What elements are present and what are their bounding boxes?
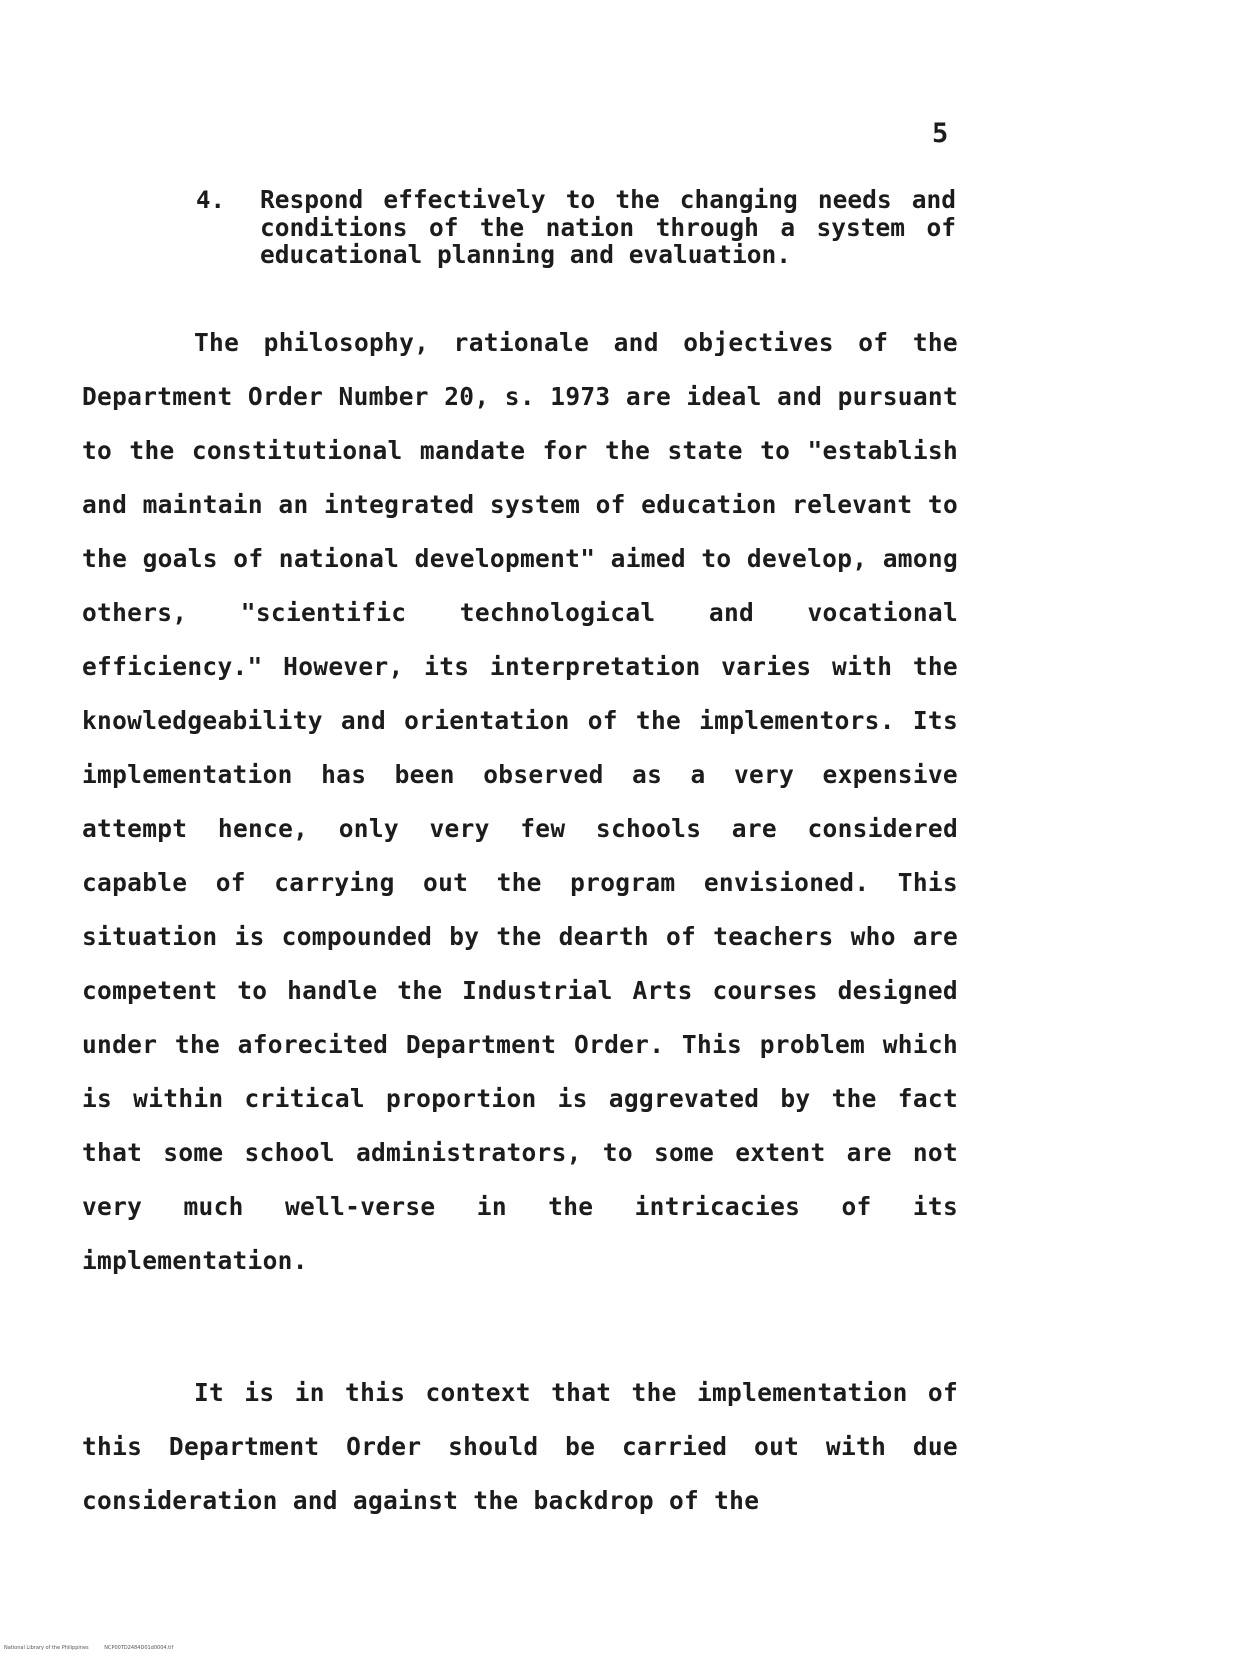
body-paragraph: It is in this context that the implementation of this Department Order should be carried out with due consideration and against the backdrop of the: [82, 1378, 958, 1515]
page-number: 5: [932, 118, 949, 149]
list-item-text: Respond effectively to the changing needs and conditions of the nation through a system of educational planning and evaluation.: [260, 185, 956, 269]
scan-footer: [4, 1645, 187, 1651]
footer-file-id: NCP00TD2484D01d0004.tif: [104, 1645, 174, 1651]
footer-library: National Library of the Philippines: [4, 1645, 89, 1651]
body-paragraph: The philosophy, rationale and objectives of the Department Order Number 20, s. 1973 are ideal and pursuant to the constitutional mandate for the state to "establish and maintain an integrated system of education relevant to the goals of national development" aimed to develop, among others, "scientific technological and vocational efficiency." However, its interpretation varies with the knowledgeability and orientation of the implementors. Its implementation has been observed as a very expensive attempt hence, only very few schools are considered capable of carrying out the program envisioned. This situation is compounded by the dearth of teachers who are competent to handle the Industrial Arts courses designed under the aforecited Department Order. This problem which is within critical proportion is aggrevated by the fact that some school administrators, to some extent are not very much well-verse in the intricacies of its implementation.: [82, 328, 958, 1275]
list-marker: 4.: [196, 186, 225, 214]
